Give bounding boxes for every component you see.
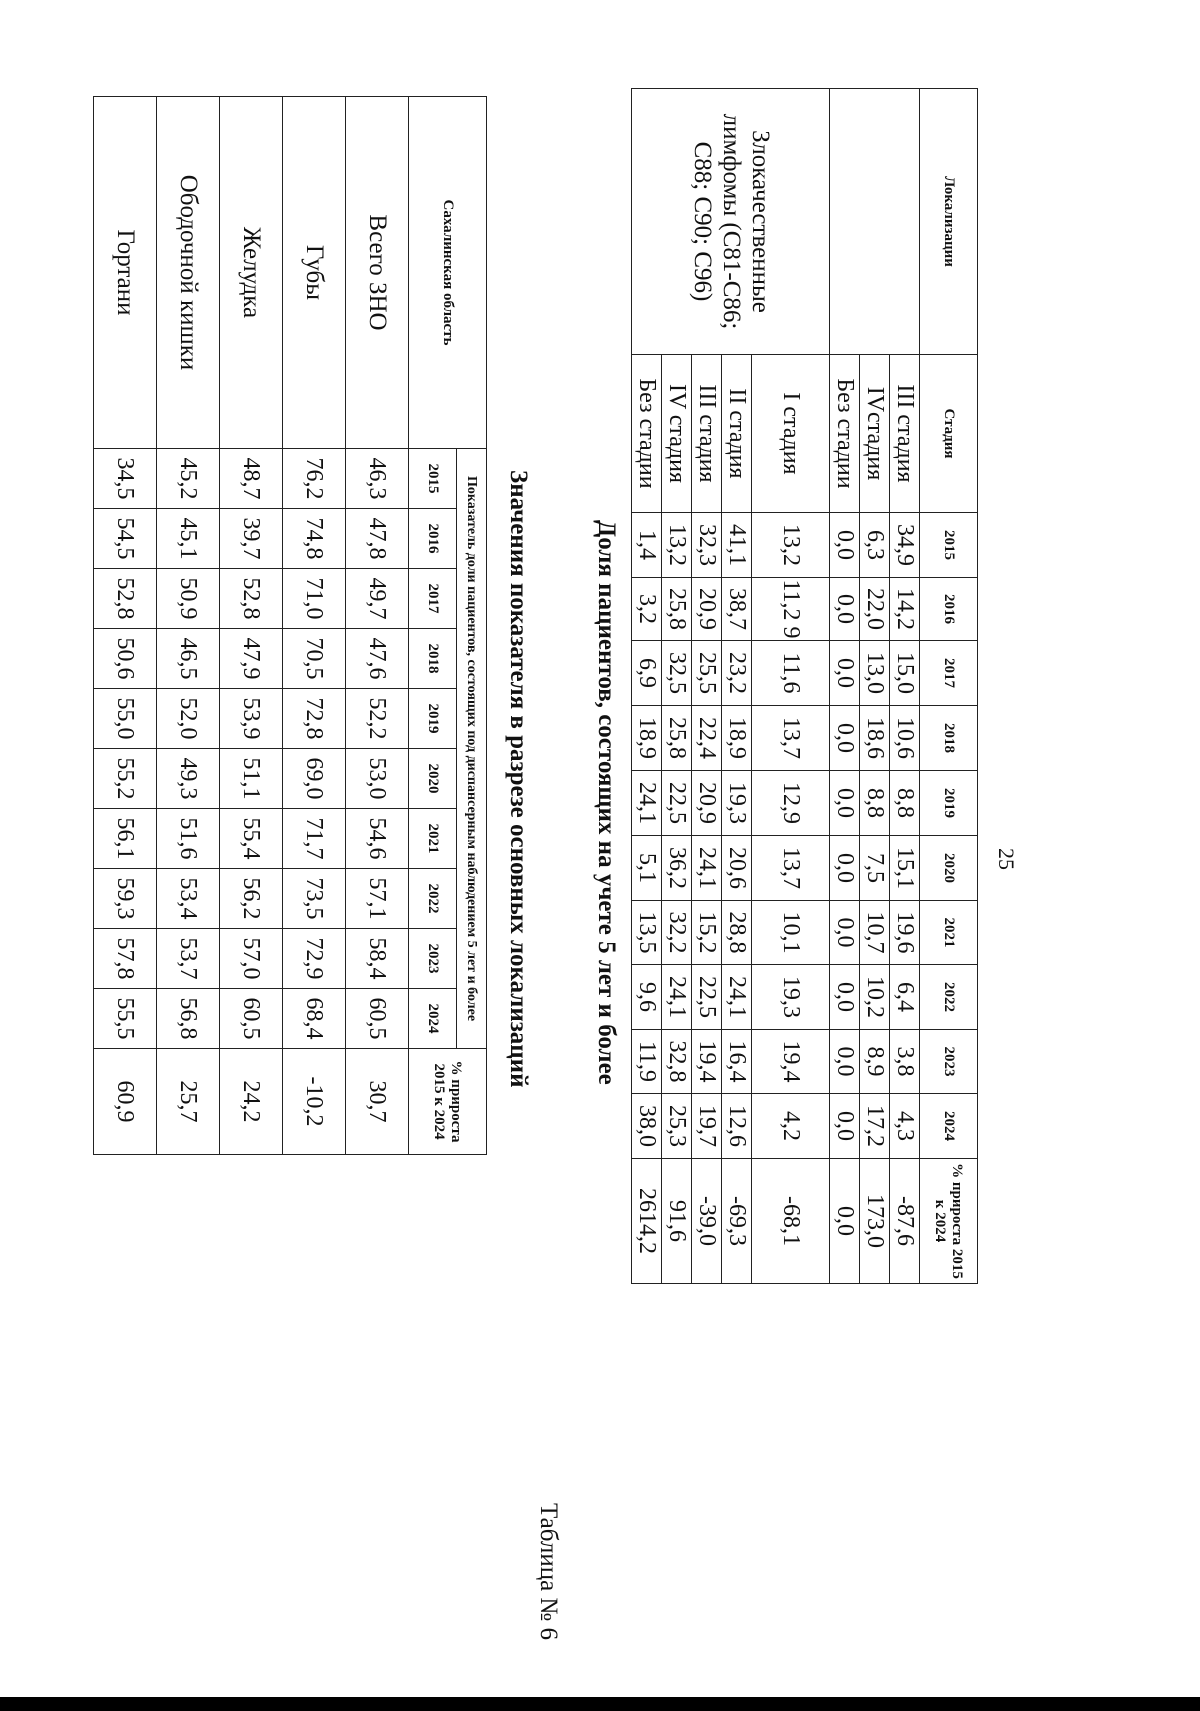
value-cell: 5,1 (632, 836, 662, 901)
year-header: 2024 (409, 989, 457, 1049)
value-cell: 19,4 (692, 1030, 722, 1094)
value-cell: 45,2 (157, 449, 220, 509)
table1-header-cell: 2016 (920, 578, 978, 641)
value-cell: 45,1 (157, 509, 220, 569)
localization-cell: Всего ЗНО (346, 97, 409, 449)
value-cell: 56,8 (157, 989, 220, 1049)
value-cell: 51,6 (157, 809, 220, 869)
value-cell: 46,5 (157, 629, 220, 689)
value-cell: 38,0 (632, 1094, 662, 1159)
value-cell: 9,6 (632, 965, 662, 1030)
table1-header-cell: 2018 (920, 706, 978, 771)
value-cell: 51,1 (220, 749, 283, 809)
value-cell: 24,1 (722, 965, 752, 1030)
value-cell: 0,0 (830, 706, 860, 771)
value-cell: 74,8 (283, 509, 346, 569)
value-cell: 56,1 (94, 809, 157, 869)
value-cell: 69,0 (283, 749, 346, 809)
value-cell: 1,4 (632, 513, 662, 578)
value-cell: 53,9 (220, 689, 283, 749)
growth-cell: -68,1 (752, 1159, 830, 1284)
value-cell: 15,1 (890, 836, 920, 901)
growth-cell: -39,0 (692, 1159, 722, 1284)
localization-cell: Злокачественные лимфомы (С81-С86; С88; С90; С96) (632, 89, 830, 355)
value-cell: 22,0 (860, 578, 890, 641)
value-cell: 3,2 (632, 578, 662, 641)
value-cell: 47,8 (346, 509, 409, 569)
value-cell: 7,5 (860, 836, 890, 901)
value-cell: 14,2 (890, 578, 920, 641)
value-cell: 70,5 (283, 629, 346, 689)
value-cell: 3,8 (890, 1030, 920, 1094)
value-cell: 11,9 (632, 1030, 662, 1094)
value-cell: 15,0 (890, 641, 920, 706)
value-cell: 32,8 (662, 1030, 692, 1094)
table-row (346, 97, 409, 1155)
region-header: Сахалинская область (409, 97, 487, 449)
stage-cell: IVстадия (860, 355, 890, 513)
table1-header-cell: 2020 (920, 836, 978, 901)
section-title: Доля пациентов, состоящих на учете 5 лет и более (593, 520, 620, 1085)
value-cell: 54,6 (346, 809, 409, 869)
value-cell: 6,4 (890, 965, 920, 1030)
lymphoma-table (631, 88, 978, 1284)
value-cell: 68,4 (283, 989, 346, 1049)
year-header: 2018 (409, 629, 457, 689)
value-cell: 53,0 (346, 749, 409, 809)
value-cell: 25,3 (662, 1094, 692, 1159)
table1-header-cell: 2024 (920, 1094, 978, 1159)
value-cell: 41,1 (722, 513, 752, 578)
stage-cell: IV стадия (662, 355, 692, 513)
value-cell: 10,6 (890, 706, 920, 771)
value-cell: 57,1 (346, 869, 409, 929)
value-cell: 76,2 (283, 449, 346, 509)
value-cell: 19,7 (692, 1094, 722, 1159)
value-cell: 32,2 (662, 901, 692, 965)
table-row (157, 97, 220, 1155)
growth-cell: 25,7 (157, 1049, 220, 1155)
value-cell: 39,7 (220, 509, 283, 569)
value-cell: 34,5 (94, 449, 157, 509)
year-header: 2019 (409, 689, 457, 749)
value-cell: 53,4 (157, 869, 220, 929)
value-cell: 13,2 (662, 513, 692, 578)
value-cell: 58,4 (346, 929, 409, 989)
stage-cell: Без стадии (830, 355, 860, 513)
value-cell: 8,8 (860, 771, 890, 836)
value-cell: 25,5 (692, 641, 722, 706)
value-cell: 50,9 (157, 569, 220, 629)
value-cell: 17,2 (860, 1094, 890, 1159)
value-cell: 73,5 (283, 869, 346, 929)
indicator-header: Показатель доли пациентов, состоящих под диспансерным наблюдением 5 лет и более (457, 449, 487, 1049)
value-cell: 0,0 (830, 965, 860, 1030)
localization-cell: Гортани (94, 97, 157, 449)
localization-cell: Ободочной кишки (157, 97, 220, 449)
value-cell: 55,2 (94, 749, 157, 809)
value-cell: 15,2 (692, 901, 722, 965)
value-cell: 52,2 (346, 689, 409, 749)
value-cell: 19,3 (722, 771, 752, 836)
value-cell: 20,6 (722, 836, 752, 901)
year-header: 2022 (409, 869, 457, 929)
table-row (752, 89, 830, 1284)
value-cell: 0,0 (830, 578, 860, 641)
value-cell: 48,7 (220, 449, 283, 509)
value-cell: 20,9 (692, 771, 722, 836)
value-cell: 32,3 (692, 513, 722, 578)
value-cell: 8,8 (890, 771, 920, 836)
value-cell: 34,9 (890, 513, 920, 578)
value-cell: 72,9 (283, 929, 346, 989)
value-cell: 0,0 (830, 1094, 860, 1159)
year-header: 2020 (409, 749, 457, 809)
year-header: 2023 (409, 929, 457, 989)
table1-header-cell: % прироста 2015 к 2024 (920, 1159, 978, 1284)
value-cell: 52,8 (220, 569, 283, 629)
value-cell: 13,7 (752, 836, 830, 901)
value-cell: 71,0 (283, 569, 346, 629)
growth-header: % прироста 2015 к 2024 (409, 1049, 487, 1155)
table-number: Таблица № 6 (535, 1503, 562, 1641)
value-cell: 28,8 (722, 901, 752, 965)
year-header: 2017 (409, 569, 457, 629)
table-row (94, 97, 157, 1155)
value-cell: 6,9 (632, 641, 662, 706)
value-cell: 55,4 (220, 809, 283, 869)
value-cell: 20,9 (692, 578, 722, 641)
value-cell: 8,9 (860, 1030, 890, 1094)
growth-cell: -87,6 (890, 1159, 920, 1284)
value-cell: 47,9 (220, 629, 283, 689)
table1-header-row (920, 89, 978, 1284)
table-row (890, 89, 920, 1284)
value-cell: 60,5 (220, 989, 283, 1049)
value-cell: 0,0 (830, 641, 860, 706)
value-cell: 12,6 (722, 1094, 752, 1159)
value-cell: 59,3 (94, 869, 157, 929)
value-cell: 10,1 (752, 901, 830, 965)
value-cell: 19,3 (752, 965, 830, 1030)
value-cell: 22,4 (692, 706, 722, 771)
value-cell: 22,5 (662, 771, 692, 836)
table1-header-cell: 2021 (920, 901, 978, 965)
table1-header-cell: 2019 (920, 771, 978, 836)
empty-cell (830, 89, 920, 355)
value-cell: 4,3 (890, 1094, 920, 1159)
growth-cell: -10,2 (283, 1049, 346, 1155)
localization-cell: Губы (283, 97, 346, 449)
value-cell: 11,6 (752, 641, 830, 706)
stage-cell: II стадия (722, 355, 752, 513)
value-cell: 57,0 (220, 929, 283, 989)
growth-cell: 91,6 (662, 1159, 692, 1284)
value-cell: 13,0 (860, 641, 890, 706)
value-cell: 12,9 (752, 771, 830, 836)
localization-table (93, 96, 487, 1155)
value-cell: 71,7 (283, 809, 346, 869)
value-cell: 16,4 (722, 1030, 752, 1094)
value-cell: 0,0 (830, 771, 860, 836)
table1-header-cell: Локализации (920, 89, 978, 355)
stage-cell: III стадия (692, 355, 722, 513)
stage-cell: I стадия (752, 355, 830, 513)
growth-cell: 2614,2 (632, 1159, 662, 1284)
value-cell: 49,7 (346, 569, 409, 629)
value-cell: 47,6 (346, 629, 409, 689)
year-header: 2021 (409, 809, 457, 869)
value-cell: 46,3 (346, 449, 409, 509)
value-cell: 13,5 (632, 901, 662, 965)
value-cell: 55,0 (94, 689, 157, 749)
value-cell: 6,3 (860, 513, 890, 578)
growth-cell: -69,3 (722, 1159, 752, 1284)
value-cell: 18,9 (722, 706, 752, 771)
growth-cell: 60,9 (94, 1049, 157, 1155)
table-row (220, 97, 283, 1155)
stage-cell: Без стадии (632, 355, 662, 513)
value-cell: 11,2 9 (752, 578, 830, 641)
value-cell: 4,2 (752, 1094, 830, 1159)
value-cell: 24,1 (662, 965, 692, 1030)
value-cell: 72,8 (283, 689, 346, 749)
value-cell: 24,1 (692, 836, 722, 901)
table2-header-row (457, 97, 487, 1155)
value-cell: 32,5 (662, 641, 692, 706)
value-cell: 60,5 (346, 989, 409, 1049)
growth-cell: 30,7 (346, 1049, 409, 1155)
value-cell: 18,9 (632, 706, 662, 771)
value-cell: 24,1 (632, 771, 662, 836)
year-header: 2016 (409, 509, 457, 569)
value-cell: 10,7 (860, 901, 890, 965)
growth-cell: 24,2 (220, 1049, 283, 1155)
value-cell: 23,2 (722, 641, 752, 706)
table1-header-cell: 2015 (920, 513, 978, 578)
growth-cell: 173,0 (860, 1159, 890, 1284)
table-row (283, 97, 346, 1155)
scan-edge-bar (0, 1697, 1200, 1711)
year-header: 2015 (409, 449, 457, 509)
value-cell: 52,0 (157, 689, 220, 749)
value-cell: 52,8 (94, 569, 157, 629)
value-cell: 0,0 (830, 1030, 860, 1094)
value-cell: 25,8 (662, 706, 692, 771)
page-number: 25 (994, 848, 1019, 870)
table1-header-cell: 2017 (920, 641, 978, 706)
value-cell: 25,8 (662, 578, 692, 641)
stage-cell: III стадия (890, 355, 920, 513)
value-cell: 13,2 (752, 513, 830, 578)
growth-cell: 0,0 (830, 1159, 860, 1284)
value-cell: 50,6 (94, 629, 157, 689)
value-cell: 54,5 (94, 509, 157, 569)
value-cell: 0,0 (830, 901, 860, 965)
table1-header-cell: 2022 (920, 965, 978, 1030)
value-cell: 53,7 (157, 929, 220, 989)
value-cell: 19,4 (752, 1030, 830, 1094)
value-cell: 0,0 (830, 513, 860, 578)
value-cell: 10,2 (860, 965, 890, 1030)
value-cell: 49,3 (157, 749, 220, 809)
value-cell: 0,0 (830, 836, 860, 901)
value-cell: 56,2 (220, 869, 283, 929)
value-cell: 13,7 (752, 706, 830, 771)
table1-header-cell: 2023 (920, 1030, 978, 1094)
value-cell: 19,6 (890, 901, 920, 965)
value-cell: 36,2 (662, 836, 692, 901)
value-cell: 57,8 (94, 929, 157, 989)
value-cell: 55,5 (94, 989, 157, 1049)
value-cell: 22,5 (692, 965, 722, 1030)
localization-cell: Желудка (220, 97, 283, 449)
value-cell: 38,7 (722, 578, 752, 641)
table1-header-cell: Стадия (920, 355, 978, 513)
value-cell: 18,6 (860, 706, 890, 771)
table-title: Значения показателя в разрезе основных локализаций (505, 470, 532, 1088)
